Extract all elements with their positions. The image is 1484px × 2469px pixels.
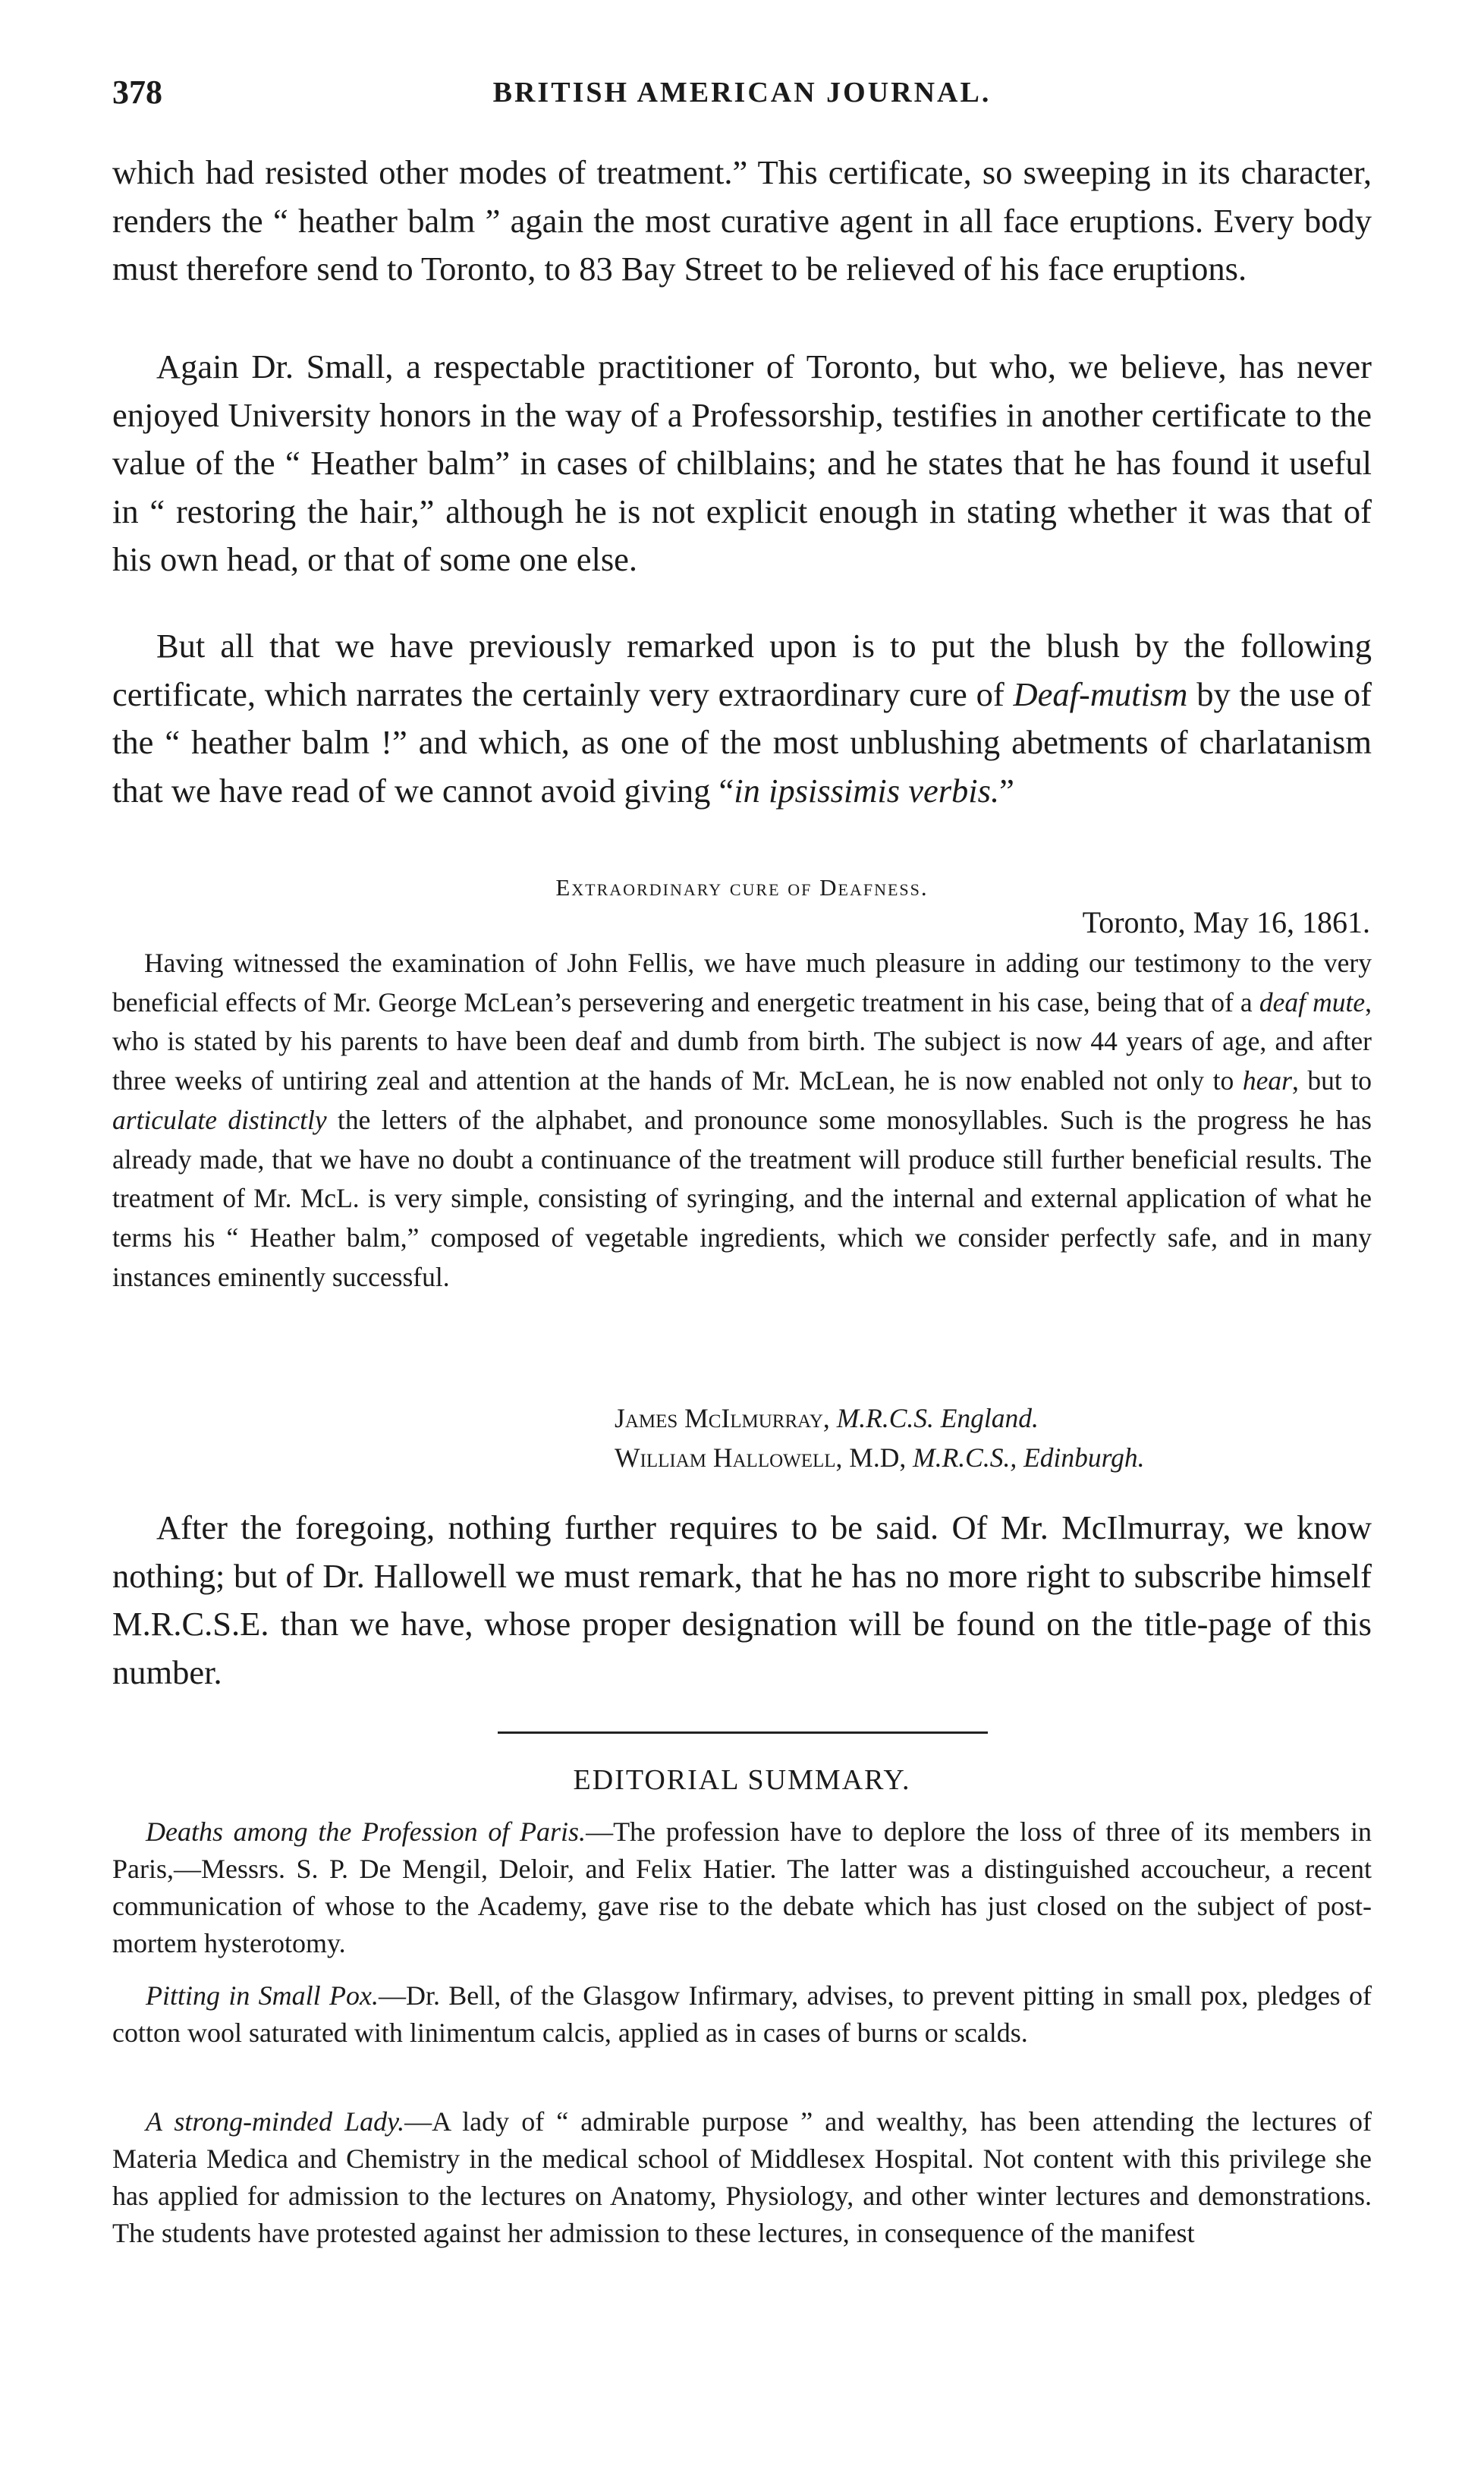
certificate-text-part: the letters of the alphabet, and pronounce some monosyllables. Such is the progress he has already made, that we have no doubt a continuance of the treatment will produce still further beneficial results. The treatment of Mr. McL. is very simple, consisting of syringing, and the internal and external application of what he terms his “ Heather balm,” composed of vegetable ingredients, which we consider perfectly safe, and in many instances eminently successful. bbox=[112, 1104, 1372, 1292]
closing-quote: ” bbox=[999, 771, 1014, 810]
running-head bbox=[112, 73, 1372, 118]
signatory-name: James McIlmurray, bbox=[615, 1403, 830, 1433]
emphasis-text: articulate distinctly bbox=[112, 1104, 327, 1135]
article-closing-paragraph: After the foregoing, nothing further requires to be said. Of Mr. McIlmurray, we know nothing; but of Dr. Hallowell we must remark, that he has no more right to subscribe himself M.R.C.S.E. than we have, whose proper designation will be found on the title-page of this number. bbox=[112, 1508, 1372, 1691]
certificate-text-part: , who is stated by his parents to have been deaf and dumb from birth. The subject is now 44 years of age, and after three weeks of untiring zeal and attention at the hands of Mr. McLean, he is now enabled not only to bbox=[112, 986, 1372, 1096]
certificate-text-part: Having witnessed the examination of John Fellis, we have much pleasure in adding our testimony to the very beneficial effects of Mr. George McLean’s persevering and energetic treatment in his case, being that of a bbox=[112, 948, 1372, 1017]
summary-item-title: Pitting in Small Pox. bbox=[146, 1980, 379, 2011]
emphasis-text: Deaf-mutism bbox=[1013, 675, 1188, 713]
summary-item-title: Deaths among the Profession of Paris. bbox=[146, 1816, 586, 1847]
journal-title: BRITISH AMERICAN JOURNAL. bbox=[492, 77, 992, 109]
emphasis-text: hear bbox=[1242, 1065, 1292, 1096]
signature-hallowell bbox=[615, 1442, 1145, 1474]
summary-item-text: —The profession have to deplore the loss of three of its members in Paris,—Messrs. S. P. De Mengil, Deloir, and Felix Hatier. The latter was a distinguished accoucheur, a recent communication of whose to the Academy, gave rise to the debate which has just closed on the subject of post-mortem hysterotomy. bbox=[112, 1816, 1372, 1958]
section-divider bbox=[498, 1731, 988, 1734]
article-paragraph-3 bbox=[112, 622, 1372, 815]
signatory-degree: M.R.C.S., Edinburgh. bbox=[906, 1442, 1145, 1473]
emphasis-text: deaf mute bbox=[1259, 986, 1366, 1017]
summary-item-title: A strong-minded Lady. bbox=[146, 2106, 405, 2137]
latin-phrase: in ipsissimis verbis. bbox=[734, 771, 1000, 810]
signatory-name: William Hallowell, M.D, bbox=[615, 1442, 907, 1473]
paragraph-text: But all that we have previously remarked upon is to put the blush by the following certificate, which narrates the certainly very extraordinary cure of bbox=[112, 627, 1372, 713]
article-paragraph-2: Again Dr. Small, a respectable practitioner of Toronto, but who, we believe, has never enjoyed University honors in the way of a Professorship, testifies in another certificate to the value of the “ Heather balm” in cases of chilblains; and he states that he has found it useful in “ restoring the hair,” although he is not explicit enough in stating whether it was that of his own head, or that of some one else. bbox=[112, 348, 1372, 578]
summary-item-pitting-small-pox bbox=[112, 1977, 1372, 2052]
certificate-heading: Extraordinary cure of Deafness. bbox=[555, 874, 929, 901]
article-paragraph-1: which had resisted other modes of treatment.” This certificate, so sweeping in its character, renders the “ heather balm ” again the most curative agent in all face eruptions. Every body must therefore send to Toronto, to 83 Bay Street to be relieved of his face eruptions. bbox=[112, 153, 1372, 288]
summary-item-text: —A lady of “ admirable purpose ” and wealthy, has been attending the lectures of Materia Medica and Chemistry in the medical school of Middlesex Hospital. Not content with this privilege she has applied for admission to the lectures on Anatomy, Physiology, and other winter lectures and demonstrations. The students have protested against her admission to these lectures, in consequence of the manifest bbox=[112, 2106, 1372, 2248]
paragraph-text: by the use of the “ heather balm !” and which, as one of the most unblushing abetments of charlatanism that we have read of we cannot avoid giving “ bbox=[112, 675, 1372, 810]
certificate-date: Toronto, May 16, 1861. bbox=[1082, 905, 1370, 939]
summary-item-text: —Dr. Bell, of the Glasgow Infirmary, advises, to prevent pitting in small pox, pledges of cotton wool saturated with linimentum calcis, applied as in cases of burns or scalds. bbox=[112, 1980, 1372, 2048]
signature-mcilmurray bbox=[615, 1402, 1039, 1434]
summary-item-strong-minded-lady bbox=[112, 2103, 1372, 2252]
page-number: 378 bbox=[112, 74, 162, 111]
certificate-text-part: , but to bbox=[1291, 1065, 1372, 1096]
signatory-degree: M.R.C.S. England. bbox=[829, 1403, 1039, 1433]
summary-item-deaths-paris bbox=[112, 1813, 1372, 1962]
editorial-summary-heading: EDITORIAL SUMMARY. bbox=[573, 1764, 911, 1796]
certificate-text bbox=[112, 944, 1372, 1297]
